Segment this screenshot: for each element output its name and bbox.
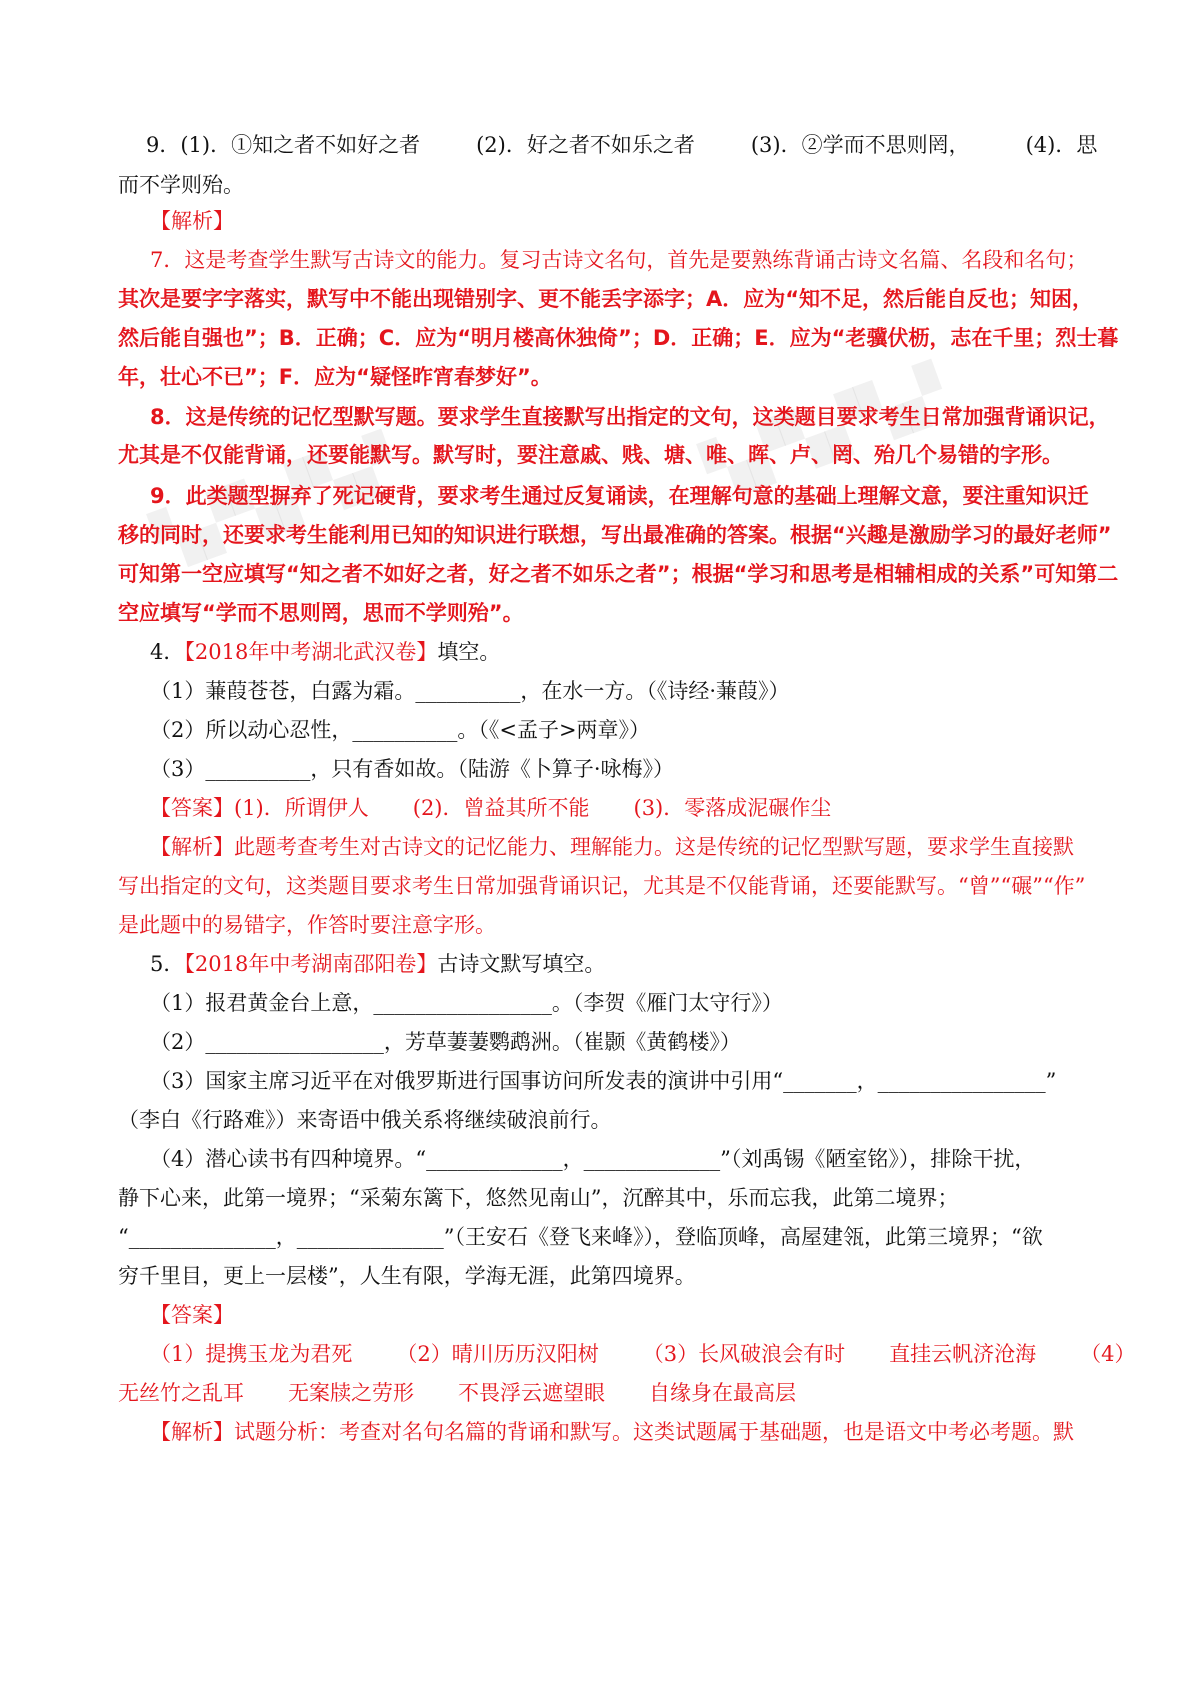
q5-item-3-line-2: （李白《行路难》）来寄语中俄关系将继续破浪前行。 [118,1108,612,1132]
q5-answer-3a: （3）长风破浪会有时 [642,1342,846,1366]
q5-answer-4c: 不畏浮云遮望眼 [458,1381,605,1405]
q5-prompt: 古诗文默写填空。 [437,952,606,976]
q5-analysis-label: 【解析】 [150,1420,234,1444]
q9-answer-4: (4)．思 [1025,133,1098,157]
q5-answer-line-2 [118,1378,1098,1408]
q4-prompt: 填空。 [437,640,501,664]
q5-answer-line-1 [150,1339,1136,1369]
q5-answer-1: （1）提携玉龙为君死 [150,1342,353,1366]
analysis-7-line-1: 7．这是考查学生默写古诗文的能力。复习古诗文名句，首先是要熟练背诵古诗文名篇、名段和名句； [150,248,1088,272]
q5-item-2: （2）_________________，芳草萋萋鹦鹉洲。（崔颢《黄鹤楼》） [150,1030,741,1054]
q5-answer-3b: 直挂云帆济沧海 [889,1342,1037,1366]
q4-answer-1: (1)．所谓伊人 [234,796,369,820]
analysis-7-line-3: 然后能自强也”；B．正确；C．应为“明月楼高休独倚”；D．正确；E．应为“老骥伏枥，志在千里；烈士暮 [118,326,1119,350]
analysis-7-line-4: 年，壮心不已”；F．应为“疑怪昨宵春梦好”。 [118,365,552,389]
q9-answer-2: (2)．好之者不如乐之者 [476,133,695,157]
analysis-8-line-1: 8．这是传统的记忆型默写题。要求学生直接默写出指定的文句，这类题目要求考生日常加强背诵识记， [150,405,1110,429]
q4-analysis-line-2: 写出指定的文句，这类题目要求考生日常加强背诵识记，尤其是不仅能背诵，还要能默写。“曾”“碾”“作” [118,874,1086,898]
q4-item-2: （2）所以动心忍性，__________。（《<孟子>两章》） [150,718,651,742]
q4-analysis-line-1 [150,832,1098,862]
q5-item-4-line-4: 穷千里目，更上一层楼”，人生有限，学海无涯，此第四境界。 [118,1264,696,1288]
q5-answer-2: （2）晴川历历汉阳树 [396,1342,599,1366]
q4-analysis-line-3: 是此题中的易错字，作答时要注意字形。 [118,913,496,937]
watermark-left: ▚▞▚▞▚▞ [146,429,403,574]
q4-source: 【2018年中考湖北武汉卷】 [184,640,438,664]
q9-answer-continuation: 而不学则殆。 [118,173,244,197]
q5-analysis-text: 试题分析：考查对名句名篇的背诵和默写。这类试题属于基础题，也是语文中考必考题。默 [234,1420,1074,1444]
watermark-right: ▚▞▚▞▚▞ [696,359,953,504]
q4-analysis-label: 【解析】 [150,835,234,859]
analysis-9-line-4: 空应填写“学而不思则罔，思而不学则殆”。 [118,601,524,625]
q4-answer-label: 【答案】 [150,796,234,820]
q5-item-3-line-1: （3）国家主席习近平在对俄罗斯进行国事访问所发表的演讲中引用“_______，________________” [150,1069,1057,1093]
q9-answer-line [146,130,1098,160]
q4-number: 4． [150,640,185,664]
q5-answer-label: 【答案】 [150,1303,234,1327]
analysis-9-line-1: 9．此类题型摒弃了死记硬背，要求考生通过反复诵读，在理解句意的基础上理解文意，要注重知识迁 [150,484,1089,508]
q5-answer-4d: 自缘身在最高层 [649,1381,796,1405]
q9-answer-3: (3)．②学而不思则罔， [750,133,970,157]
q5-source: 【2018年中考湖南邵阳卷】 [184,952,438,976]
q5-answer-4b: 无案牍之劳形 [288,1381,414,1405]
analysis-7-line-2: 其次是要字字落实，默写中不能出现错别字、更不能丢字添字；A．应为“知不足，然后能自反也；知困， [118,287,1094,311]
analysis-8-line-2: 尤其是不仅能背诵，还要能默写。默写时，要注意戚、贱、塘、唯、晖、卢、罔、殆几个易错的字形。 [118,443,1063,467]
q4-answer-line [150,793,1098,823]
q5-header [150,949,1098,979]
q4-item-1: （1）蒹葭苍苍，白露为霜。__________，在水一方。（《诗经·蒹葭》） [150,679,790,703]
q5-item-4-line-3: “______________，______________”（王安石《登飞来峰》），登临顶峰，高屋建瓴，此第三境界；“欲 [118,1225,1043,1249]
q4-header [150,637,1098,667]
q9-answer-1: 9．(1)．①知之者不如好之者 [146,133,421,157]
q5-item-4-line-1: （4）潜心读书有四种境界。“_____________，_____________”（刘禹锡《陋室铭》），排除干扰， [150,1147,1036,1171]
q4-answer-2: (2)．曾益其所不能 [412,796,590,820]
q5-answer-4-label: （4） [1080,1342,1136,1366]
analysis-9-line-2: 移的同时，还要求考生能利用已知的知识进行联想，写出最准确的答案。根据“兴趣是激励学习的最好老师” [118,523,1112,547]
q5-number: 5． [150,952,185,976]
q4-item-3: （3）__________，只有香如故。（陆游《卜算子·咏梅》） [150,757,675,781]
q5-answer-4a: 无丝竹之乱耳 [118,1381,244,1405]
q5-item-4-line-2: 静下心来，此第一境界；“采菊东篱下，悠然见南山”，沉醉其中，乐而忘我，此第二境界； [118,1186,959,1210]
q5-item-1: （1）报君黄金台上意，_________________。（李贺《雁门太守行》） [150,991,783,1015]
q5-analysis-line [150,1417,1098,1447]
analysis-label: 【解析】 [150,209,234,233]
q4-analysis-text-1: 此题考查考生对古诗文的记忆能力、理解能力。这是传统的记忆型默写题，要求学生直接默 [234,835,1074,859]
q4-answer-3: (3)．零落成泥碾作尘 [633,796,832,820]
analysis-9-line-3: 可知第一空应填写“知之者不如好之者，好之者不如乐之者”；根据“学习和思考是相辅相成的关系”可知第二 [118,562,1119,586]
